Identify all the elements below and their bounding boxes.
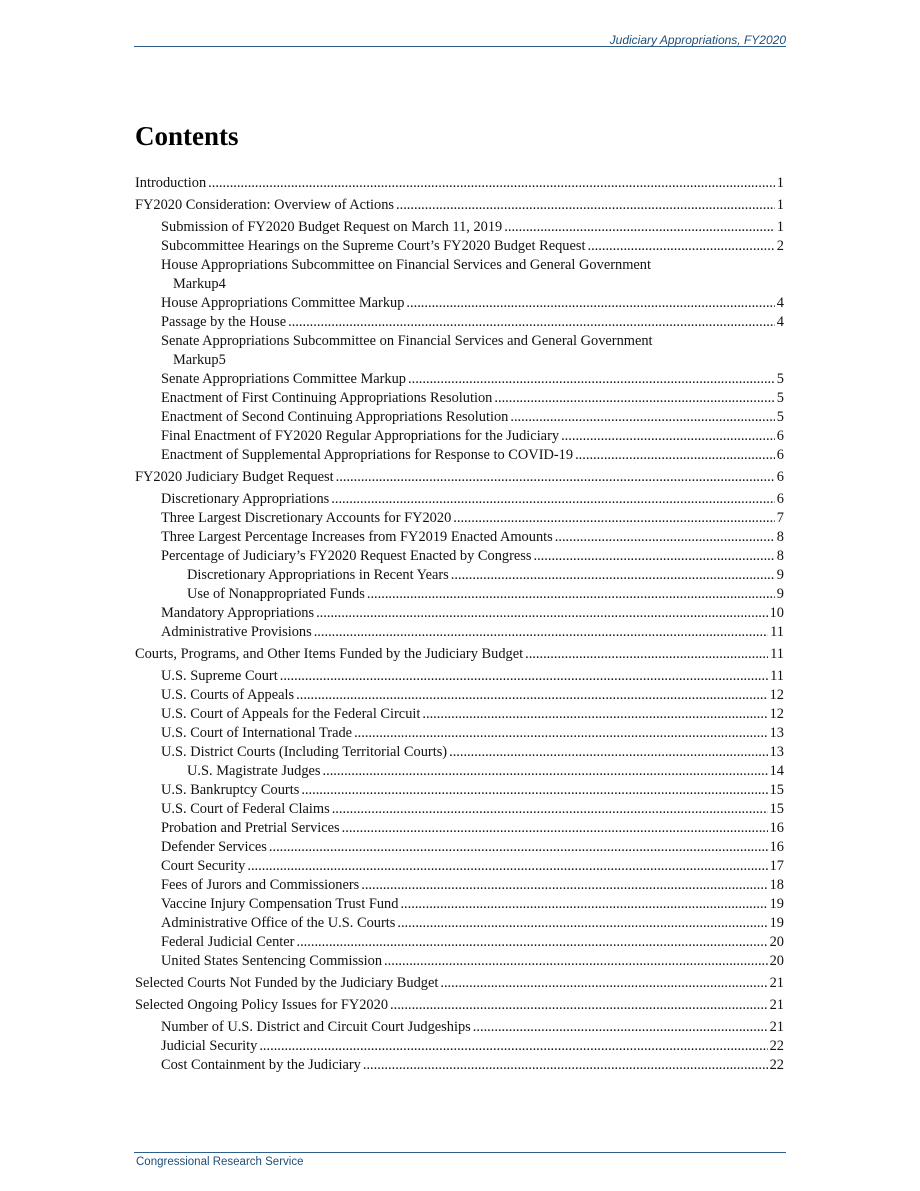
toc-subsection-link[interactable] [135,705,784,724]
toc-entry-text: U.S. Court of International Trade [161,725,353,741]
toc-page-number: 14 [769,763,784,779]
toc-entry-text: Enactment of Supplemental Appropriations for Response to COVID-19 [161,447,574,463]
toc-dot-leader [323,762,768,781]
toc-entry-text: Administrative Provisions [161,624,312,640]
toc-dot-leader [453,509,775,528]
toc-entry-text: Subcommittee Hearings on the Supreme Court’s FY2020 Budget Request [161,238,586,254]
toc-dot-leader [561,427,775,446]
toc-page-number: 8 [776,548,784,564]
toc-subsection-link[interactable] [135,604,784,623]
toc-dot-leader [451,566,775,585]
toc-entry-text: Selected Ongoing Policy Issues for FY2020 [135,997,389,1013]
toc-subsection-link[interactable] [135,446,784,465]
toc-page-number: 1 [776,175,784,191]
toc-entry-continuation: Markup [173,276,219,292]
toc-subsection-link[interactable] [135,876,784,895]
running-head: Judiciary Appropriations, FY2020 [609,33,786,47]
toc-dot-leader [296,933,767,952]
toc-subsection-link[interactable] [135,838,784,857]
toc-section-link[interactable] [135,996,784,1015]
toc-entry-text: House Appropriations Subcommittee on Financial Services and General Government [161,257,651,273]
toc-entry-text: Discretionary Appropriations in Recent Years [187,567,449,583]
toc-subsection-link[interactable] [135,1018,784,1037]
toc-entry-text: United States Sentencing Commission [161,953,383,969]
toc-page-number: 6 [776,491,784,507]
toc-page-number: 21 [769,975,784,991]
toc-entry-text: Federal Judicial Center [161,934,295,950]
toc-subsection-link[interactable] [135,566,784,585]
toc-page-number: 6 [776,428,784,444]
toc-entry-text: U.S. Court of Federal Claims [161,801,330,817]
toc-page-number: 11 [770,668,784,684]
toc-entry-text: House Appropriations Committee Markup [161,295,405,311]
toc-entry-text: U.S. Magistrate Judges [187,763,321,779]
toc-page-number: 2 [776,238,784,254]
toc-page-number: 15 [769,801,784,817]
toc-page-number: 10 [769,605,784,621]
toc-dot-leader [280,667,768,686]
toc-dot-leader [494,389,774,408]
toc-entry-text: Three Largest Discretionary Accounts for FY2020 [161,510,452,526]
toc-entry-text: Three Largest Percentage Increases from FY2019 Enacted Amounts [161,529,553,545]
toc-entry-text: U.S. Bankruptcy Courts [161,782,300,798]
toc-entry-text: Submission of FY2020 Budget Request on March 11, 2019 [161,219,503,235]
toc-entry-text: U.S. District Courts (Including Territorial Courts) [161,744,448,760]
toc-subsection-link[interactable] [135,933,784,952]
toc-dot-leader [510,408,774,427]
toc-subsection-link[interactable] [135,800,784,819]
toc-subsection-link[interactable] [135,490,784,509]
toc-entry-text: Senate Appropriations Subcommittee on Financial Services and General Government [161,333,653,349]
toc-page-number: 11 [770,624,784,640]
toc-entry-text: Fees of Jurors and Commissioners [161,877,360,893]
toc-page-number: 20 [769,953,784,969]
toc-entry-text: Enactment of First Continuing Appropriations Resolution [161,390,493,406]
toc-entry-text: U.S. Court of Appeals for the Federal Circuit [161,706,421,722]
toc-dot-leader [342,819,768,838]
toc-dot-leader [575,446,775,465]
toc-subsection-link[interactable] [135,686,784,705]
toc-dot-leader [363,1056,768,1075]
toc-page-number: 13 [769,725,784,741]
toc-subsection-link[interactable] [135,1037,784,1056]
toc-subsection-link[interactable] [135,762,784,781]
toc-dot-leader [247,857,767,876]
toc-entry-text: FY2020 Judiciary Budget Request [135,469,334,485]
toc-subsection-link[interactable] [135,667,784,686]
toc-subsection-link[interactable] [135,294,784,313]
toc-page-number: 8 [776,529,784,545]
toc-subsection-link[interactable] [135,237,784,256]
toc-dot-leader [259,1037,767,1056]
toc-page-number: 11 [770,646,784,662]
toc-dot-leader [400,895,767,914]
toc-section-link[interactable] [135,468,784,487]
toc-entry-text: U.S. Supreme Court [161,668,278,684]
toc-subsection-link[interactable] [135,724,784,743]
toc-dot-leader [473,1018,768,1037]
toc-entry-text: Passage by the House [161,314,287,330]
toc-subsection-link[interactable] [135,370,784,389]
toc-dot-leader [354,724,768,743]
toc-entry-text: Senate Appropriations Committee Markup [161,371,406,387]
toc-subsection-link[interactable] [135,819,784,838]
toc-entry-text: Courts, Programs, and Other Items Funded by the Judiciary Budget [135,646,524,662]
toc-subsection-link[interactable] [135,332,784,370]
toc-page-number: 18 [769,877,784,893]
toc-page-number: 21 [769,1019,784,1035]
table-of-contents [135,174,784,1075]
toc-dot-leader [533,547,774,566]
toc-page-number: 15 [769,782,784,798]
toc-page-number: 22 [769,1038,784,1054]
toc-dot-leader [555,528,775,547]
toc-entry-text: Cost Containment by the Judiciary [161,1057,361,1073]
toc-entry-text: Defender Services [161,839,267,855]
toc-section-link[interactable] [135,645,784,664]
toc-entry-text: Percentage of Judiciary’s FY2020 Request Enacted by Congress [161,548,532,564]
toc-entry-text: FY2020 Consideration: Overview of Actions [135,197,395,213]
toc-dot-leader [296,686,767,705]
toc-page-number: 9 [776,586,784,602]
toc-page-number: 7 [776,510,784,526]
toc-page-number: 9 [776,567,784,583]
toc-dot-leader [449,743,768,762]
toc-page-number: 12 [769,706,784,722]
toc-page-number: 1 [776,197,784,213]
toc-entry-text: Use of Nonappropriated Funds [187,586,365,602]
page-footer: Congressional Research Service [136,1156,304,1168]
toc-subsection-link[interactable] [135,427,784,446]
toc-page-number: 5 [776,390,784,406]
toc-entry-text: Number of U.S. District and Circuit Court Judgeships [161,1019,471,1035]
toc-dot-leader [406,294,774,313]
toc-page-number: 22 [769,1057,784,1073]
toc-entry-text: Judicial Security [161,1038,258,1054]
toc-subsection-link[interactable] [135,857,784,876]
toc-page-number: 21 [769,997,784,1013]
toc-subsection-link[interactable] [135,781,784,800]
toc-subsection-link[interactable] [135,914,784,933]
toc-dot-leader [422,705,767,724]
toc-dot-leader [336,468,775,487]
toc-entry-text: Enactment of Second Continuing Appropriations Resolution [161,409,509,425]
toc-page-number: 17 [769,858,784,874]
toc-entry-continuation: Markup [173,352,219,368]
toc-dot-leader [587,237,774,256]
toc-page-number: 5 [776,409,784,425]
footer-rule [134,1152,786,1153]
toc-page-number: 6 [776,469,784,485]
toc-entry-text: Discretionary Appropriations [161,491,330,507]
toc-dot-leader [390,996,768,1015]
toc-entry-text: Final Enactment of FY2020 Regular Appropriations for the Judiciary [161,428,560,444]
toc-page-number: 4 [218,276,226,292]
toc-dot-leader [288,313,775,332]
toc-dot-leader [367,585,775,604]
toc-page-number: 5 [776,371,784,387]
toc-dot-leader [269,838,768,857]
toc-page-number: 16 [769,820,784,836]
toc-subsection-link[interactable] [135,895,784,914]
toc-subsection-link[interactable] [135,1056,784,1075]
toc-entry-text: U.S. Courts of Appeals [161,687,295,703]
toc-entry-text: Vaccine Injury Compensation Trust Fund [161,896,399,912]
toc-dot-leader [314,623,768,642]
toc-page-number: 16 [769,839,784,855]
toc-dot-leader [525,645,768,664]
toc-dot-leader [408,370,775,389]
toc-subsection-link[interactable] [135,547,784,566]
toc-entry-text: Selected Courts Not Funded by the Judiciary Budget [135,975,439,991]
toc-subsection-link[interactable] [135,313,784,332]
toc-dot-leader [316,604,768,623]
toc-subsection-link[interactable] [135,389,784,408]
toc-page-number: 20 [769,934,784,950]
toc-entry-text: Mandatory Appropriations [161,605,315,621]
toc-page-number: 13 [769,744,784,760]
toc-dot-leader [440,974,767,993]
toc-subsection-link[interactable] [135,952,784,971]
toc-dot-leader [361,876,767,895]
toc-page-number: 5 [218,352,226,368]
toc-subsection-link[interactable] [135,256,784,294]
toc-dot-leader [332,800,768,819]
toc-page-number: 4 [776,314,784,330]
toc-entry-text: Administrative Office of the U.S. Courts [161,915,396,931]
toc-page-number: 6 [776,447,784,463]
toc-subsection-link[interactable] [135,585,784,604]
toc-subsection-link[interactable] [135,528,784,547]
toc-page-number: 4 [776,295,784,311]
toc-dot-leader [301,781,767,800]
toc-page-number: 12 [769,687,784,703]
toc-page-number: 19 [769,896,784,912]
toc-entry-text: Court Security [161,858,246,874]
toc-page-number: 19 [769,915,784,931]
toc-section-link[interactable] [135,196,784,215]
toc-subsection-link[interactable] [135,218,784,237]
toc-dot-leader [384,952,768,971]
toc-dot-leader [208,174,775,193]
toc-subsection-link[interactable] [135,509,784,528]
toc-dot-leader [396,196,775,215]
toc-entry-text: Probation and Pretrial Services [161,820,340,836]
toc-dot-leader [331,490,775,509]
toc-section-link[interactable] [135,174,784,193]
toc-subsection-link[interactable] [135,743,784,762]
toc-section-link[interactable] [135,974,784,993]
toc-dot-leader [397,914,767,933]
page-title: Contents [135,121,239,151]
toc-page-number: 1 [776,219,784,235]
toc-subsection-link[interactable] [135,408,784,427]
toc-dot-leader [504,218,775,237]
toc-entry-text: Introduction [135,175,207,191]
toc-subsection-link[interactable] [135,623,784,642]
